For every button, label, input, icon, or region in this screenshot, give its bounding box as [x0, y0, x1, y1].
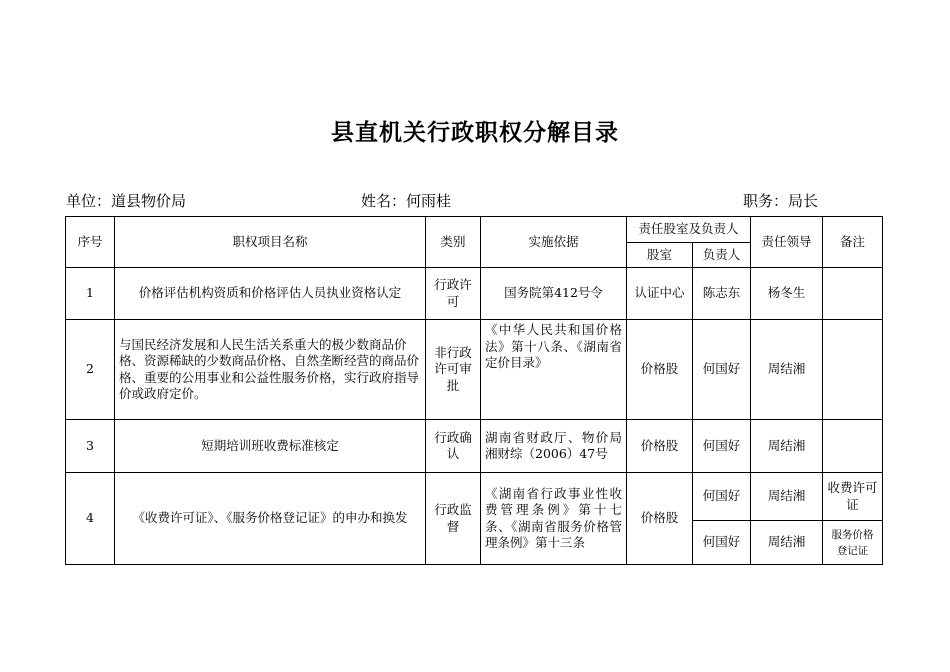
cell-dept: 价格股: [627, 420, 693, 473]
cell-basis: 《中华人民共和国价格法》第十八条、《湖南省定价目录》: [481, 320, 627, 420]
cell-item: 短期培训班收费标准核定: [115, 420, 426, 473]
header-dept: 股室: [627, 243, 693, 268]
header-leader: 责任领导: [751, 217, 823, 268]
cell-seq: 1: [66, 268, 115, 320]
cell-leader: 周结湘: [751, 420, 823, 473]
cell-leader: 周结湘: [751, 320, 823, 420]
cell-person: 何国好: [693, 473, 751, 521]
cell-leader: 周结湘: [751, 521, 823, 565]
cell-person: 何国好: [693, 420, 751, 473]
cell-item: 与国民经济发展和人民生活关系重大的极少数商品价格、资源稀缺的少数商品价格、自然垄断经营的商品价格、重要的公用事业和公益性服务价格，实行政府指导价或政府定价。: [115, 320, 426, 420]
cell-dept: 认证中心: [627, 268, 693, 320]
cell-note: [823, 420, 883, 473]
cell-leader: 周结湘: [751, 473, 823, 521]
cell-type: 非行政许可审批: [426, 320, 481, 420]
cell-person: 陈志东: [693, 268, 751, 320]
name-label: 姓名：何雨桂: [361, 192, 452, 210]
post-label: 职务：局长: [743, 192, 819, 210]
cell-type: 行政许可: [426, 268, 481, 320]
table-row: [66, 473, 883, 521]
cell-person: 何国好: [693, 521, 751, 565]
cell-note: 收费许可证: [823, 473, 883, 521]
cell-dept: 价格股: [627, 473, 693, 565]
table-row: [66, 320, 883, 420]
cell-leader: 杨冬生: [751, 268, 823, 320]
cell-type: 行政监督: [426, 473, 481, 565]
header-row: [66, 217, 883, 243]
cell-dept: 价格股: [627, 320, 693, 420]
unit-label: 单位：道县物价局: [66, 192, 187, 210]
cell-item: 价格评估机构资质和价格评估人员执业资格认定: [115, 268, 426, 320]
cell-basis: 湖南省财政厅、物价局湘财综（2006）47号: [481, 420, 627, 473]
header-item: 职权项目名称: [115, 217, 426, 268]
cell-note: 服务价格登记证: [823, 521, 883, 565]
header-resp-group: 责任股室及负责人: [627, 217, 751, 243]
cell-item: 《收费许可证》、《服务价格登记证》的申办和换发: [115, 473, 426, 565]
header-note: 备注: [823, 217, 883, 268]
cell-seq: 3: [66, 420, 115, 473]
cell-note: [823, 320, 883, 420]
authority-table: [65, 216, 883, 565]
cell-basis: 《湖南省行政事业性收费管理条例》第十七条、《湖南省服务价格管理条例》第十三条: [481, 473, 627, 565]
cell-note: [823, 268, 883, 320]
cell-basis: 国务院第412号令: [481, 268, 627, 320]
header-basis: 实施依据: [481, 217, 627, 268]
page-title: 县直机关行政职权分解目录: [331, 120, 619, 146]
header-seq: 序号: [66, 217, 115, 268]
header-person: 负责人: [693, 243, 751, 268]
cell-type: 行政确认: [426, 420, 481, 473]
table-row: [66, 420, 883, 473]
cell-seq: 2: [66, 320, 115, 420]
table-row: [66, 268, 883, 320]
cell-person: 何国好: [693, 320, 751, 420]
cell-seq: 4: [66, 473, 115, 565]
header-type: 类别: [426, 217, 481, 268]
